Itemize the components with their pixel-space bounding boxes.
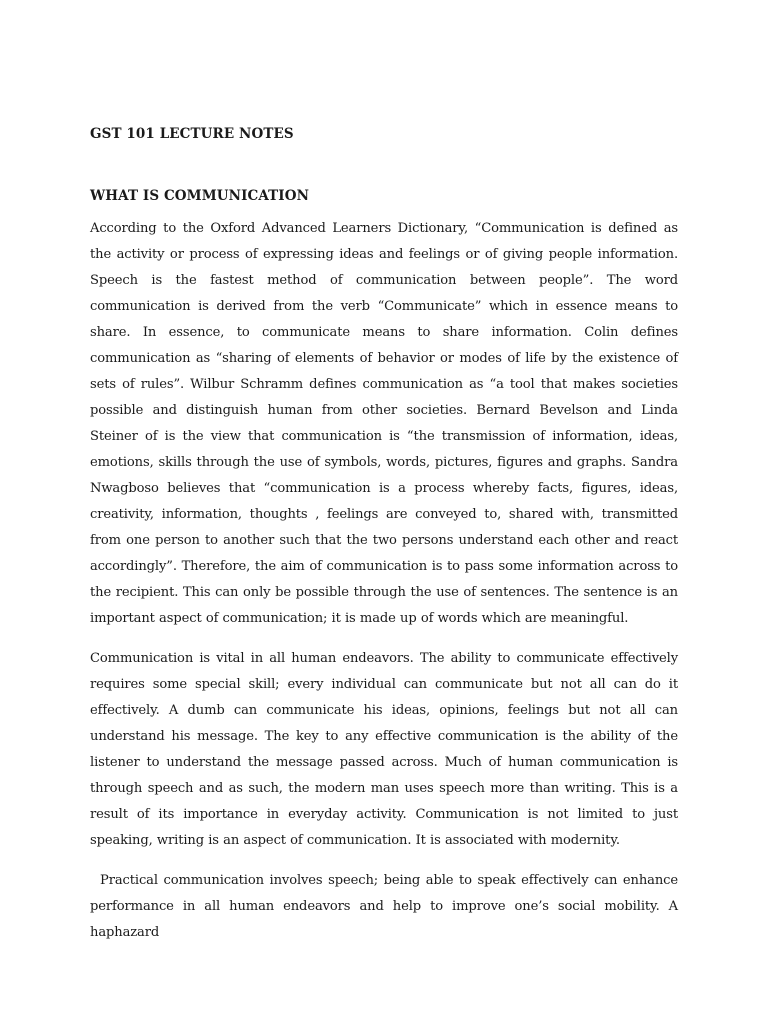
document-title: GST 101 LECTURE NOTES [90, 126, 294, 142]
paragraph-definitions: According to the Oxford Advanced Learners Dictionary, “Communication is defined as the activity or process of expressing ideas and feelings or of giving people information. Speech is the fastest method of communication between people”. The word communication is derived from the verb “Communicate” which in essence means to share. In essence, to communicate means to share information. Colin defines communication as “sharing of elements of behavior or modes of life by the existence of sets of rules”. Wilbur Schramm defines communication as “a tool that makes societies possible and distinguish human from other societies. Bernard Bevelson and Linda Steiner of is the view that communication is “the transmission of information, ideas, emotions, skills through the use of symbols, words, pictures, figures and graphs. Sandra Nwagboso believes that “communication is a process whereby facts, figures, ideas, creativity, information, thoughts , feelings are conveyed to, shared with, transmitted from one person to another such that the two persons understand each other and react accordingly”. Therefore, the aim of communication is to pass some information across to the recipient. This can only be possible through the use of sentences. The sentence is an important aspect of communication; it is made up of words which are meaningful. [90, 221, 678, 626]
paragraph-importance: Communication is vital in all human endeavors. The ability to communicate effectively requires some special skill; every individual can communicate but not all can do it effectively. A dumb can communicate his ideas, opinions, feelings but not all can understand his message. The key to any effective communication is the ability of the listener to understand the message passed across. Much of human communication is through speech and as such, the modern man uses speech more than writing. This is a result of its importance in everyday activity. Communication is not limited to just speaking, writing is an aspect of communication. It is associated with modernity. [90, 651, 678, 848]
section-heading: WHAT IS COMMUNICATION [90, 188, 310, 204]
document-body [90, 124, 678, 960]
paragraph-practical-communication: Practical communication involves speech; being able to speak effectively can enhance performance in all human endeavors and help to improve one’s social mobility. A haphazard [90, 873, 678, 940]
